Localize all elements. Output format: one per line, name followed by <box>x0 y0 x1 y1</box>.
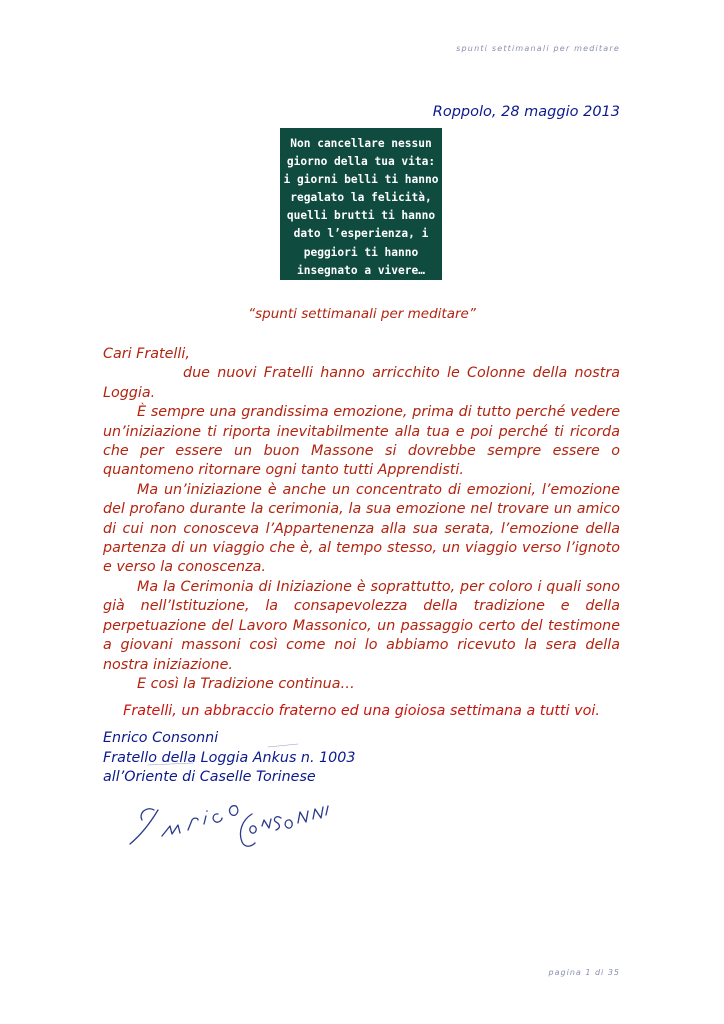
quote-line: giorno della tua vita: <box>286 155 436 169</box>
subtitle: “spunti settimanali per meditare” <box>248 306 476 322</box>
quote-line: i giorni belli ti hanno <box>283 173 439 187</box>
quote-box <box>280 128 442 280</box>
quote-line: Non cancellare nessun <box>290 137 432 150</box>
paragraph: Ma la Cerimonia di Iniziazione è soprattutto, per coloro i quali sono già nell’Istituzione, la consapevolezza della tradizione e della perpetuazione del Lavoro Massonico, un passaggio certo del testimone a giovani massoni così come noi lo abbiamo ricevuto la sera della nostra iniziazione. <box>103 578 620 673</box>
quote-line: peggiori ti hanno <box>303 245 419 259</box>
place-and-date: Roppolo, 28 maggio 2013 <box>432 104 620 120</box>
signer-role: Fratello della Loggia Ankus n. 1003 <box>103 749 356 766</box>
quote-line: quelli brutti ti hanno <box>286 209 436 223</box>
paragraph: È sempre una grandissima emozione, prima di tutto perché vedere un’iniziazione ti riporta inevitabilmente alla tua e poi perché ti ricorda che per essere un buon Massone si dovrebbe sempre essere o quantomeno ritornare ogni tanto tutti Apprendisti. <box>103 404 620 479</box>
closing-line: Fratelli, un abbraccio fraterno ed una gioiosa settimana a tutti voi. <box>123 703 600 719</box>
letter-body <box>103 345 620 694</box>
handwritten-signature <box>118 740 348 860</box>
page-number: pagina 1 di 35 <box>548 968 620 977</box>
signer-location: all’Oriente di Caselle Torinese <box>103 769 316 786</box>
paragraph: E così la Tradizione continua… <box>137 675 355 692</box>
quote-line: regalato la felicità, <box>290 191 432 205</box>
paragraph: Ma un’iniziazione è anche un concentrato di emozioni, l’emozione del profano durante la cerimonia, la sua emozione nel trovare un amico di cui non conosceva l’Appartenenza alla sua serata, l’emozione della partenza di un viaggio che è, al tempo stesso, un viaggio verso l’ignoto e verso la conoscenza. <box>103 481 620 576</box>
quote-line: insegnato a vivere… <box>297 263 425 277</box>
running-header: spunti settimanali per meditare <box>456 44 620 53</box>
paragraph: due nuovi Fratelli hanno arricchito le Colonne della nostra Loggia. <box>103 365 620 401</box>
quote-line: dato l’esperienza, i <box>293 227 429 241</box>
signer-name: Enrico Consonni <box>103 730 219 746</box>
salutation: Cari Fratelli, <box>103 346 190 362</box>
